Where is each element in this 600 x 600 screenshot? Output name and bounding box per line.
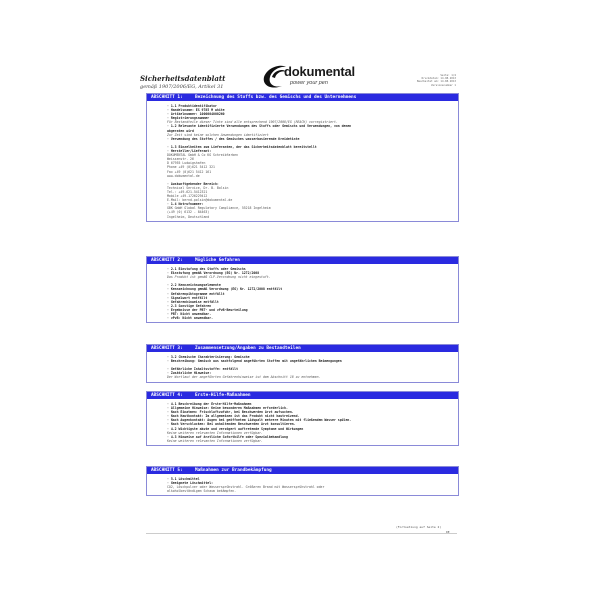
section-line: · Gefahrenhinweise entfällt (167, 299, 219, 304)
meta-line: Versionsnummer 1 (431, 83, 456, 87)
section-line: · 4.1 Beschreibung der Erste-Hilfe-Maßnahmen (167, 402, 252, 406)
document-meta (406, 74, 456, 87)
section-header (147, 345, 458, 352)
section-label: ABSCHNITT 5: (151, 468, 183, 473)
section-line: · 5.1 Löschmittel (167, 477, 200, 481)
section-line: · Auskunftgebender Bereich: (167, 181, 219, 186)
section-line: CO2, Löschpulver oder Wassersprühstrahl. Größeren Brand mit Wassersprühstrahl oder (167, 485, 325, 490)
section-line: Keine weiteren relevanten Informationen verfügbar. (167, 430, 263, 435)
section-line: · Verwendung des Stoffes / des Gemisches wasserbasierende Kreidetinte (167, 136, 300, 141)
section-line: E-Mail: bernd.polsin@dokumental.de (167, 198, 233, 203)
section-line: · Signalwort entfällt (167, 295, 208, 300)
section-line: · 2.1 Einstufung des Stoffs oder Gemischs (167, 267, 246, 271)
section-label: ABSCHNITT 2: (151, 258, 183, 263)
section-line: · Geeignete Löschmittel: (167, 481, 214, 486)
section-label: ABSCHNITT 1: (151, 95, 183, 100)
meta-line: Bearbeitet am: 14.08.2013 (416, 80, 456, 84)
section-5 (146, 466, 459, 496)
section-line: Weissenstr. 26 (167, 157, 194, 162)
section-title: Erste-Hilfe-Maßnahmen (195, 393, 251, 398)
section-line: · vPvB: Nicht anwendbar. (167, 316, 214, 321)
section-line: · 1.4 Notrufnummer: (167, 202, 204, 207)
section-header (147, 257, 458, 264)
section-line: (+49 (0) 6132 - 84463) (167, 210, 210, 215)
section-line: GBK GmbH Global Regulatory Compliance, 55218 Ingelheim (167, 206, 271, 211)
section-line: · Nach Augenkontakt: Augen bei geöffnetem Lidspalt mehrere Minuten mit fließendem Wasser spülen. (167, 418, 352, 423)
section-line: Technical Service, Dr. B. Bolsin (167, 185, 229, 190)
section-line: · 2.2 Kennzeichnungselemente (167, 283, 221, 288)
section-line: DOKUMENTAL GmbH & Co KG Schreibfarben (167, 153, 239, 158)
section-line: Ingelheim, Deutschland (167, 214, 210, 219)
section-line: · 4.3 Hinweise auf ärztliche Soforthilfe oder Spezialbehandlung (167, 434, 288, 439)
section-line: · 1.2 Relevante identifizierte Verwendungen des Stoffs oder Gemischs und Verwendungen, von denen (167, 124, 352, 129)
section-4 (146, 391, 459, 446)
section-1 (146, 93, 459, 222)
section-line: Zur Zeit sind keine solchen Anwendungen identifiziert (167, 132, 269, 137)
document-subtitle: gemäß 1907/2006/EG, Artikel 31 (140, 84, 224, 90)
section-line: alkoholbeständigem Schaum bekämpfen. (167, 489, 237, 494)
section-line: · 1.3 Einzelheiten zum Lieferanten, der das Sicherheitsdatenblatt bereitstellt (167, 144, 317, 149)
section-line: abgeraten wird (167, 128, 194, 133)
section-line: · Registrierungsnummer (167, 116, 210, 121)
section-line: · Gefährliche Inhaltsstoffe: entfällt (167, 367, 239, 372)
section-line: · Einstufung gemäß Verordnung (EG) Nr. 1272/2008 (167, 271, 260, 276)
section-header (147, 467, 458, 474)
section-title: Bezeichnung des Stoffs bzw. des Gemischs und des Unternehmens (195, 95, 357, 100)
section-line: · Nach Verschlucken: Bei anhaltenden Beschwerden Arzt konsultieren. (167, 422, 296, 427)
section-line: Keine weiteren relevanten Informationen verfügbar. (167, 438, 263, 443)
footer-divider (146, 533, 457, 534)
section-title: Mögliche Gefahren (195, 258, 240, 263)
section-line: · Ergebnisse der PBT- und vPvB-Beurteilung (167, 307, 248, 312)
section-label: ABSCHNITT 3: (151, 346, 183, 351)
section-line: · Kennzeichnung gemäß Verordnung (EG) Nr. 1272/2008 entfällt (167, 287, 283, 292)
section-label: ABSCHNITT 4: (151, 393, 183, 398)
section-title: Maßnahmen zur Brandbekämpfung (195, 468, 272, 473)
section-line: · Gefahrenpiktogramme entfällt (167, 291, 225, 296)
section-line: Phone +49 (0)621 5412 321 (167, 165, 215, 170)
section-line: D 67955 Ludwigshafen (167, 161, 206, 166)
section-line: · 4.2 Wichtigste akute und verzögert auftretende Symptome und Wirkungen (167, 426, 304, 431)
section-body (147, 474, 458, 495)
section-line: · Zusätzliche Hinweise: (167, 371, 212, 376)
logo-wordmark: dokumental (284, 64, 355, 79)
section-2 (146, 256, 459, 323)
section-line: · Beschreibung: Gemisch aus nachfolgend angeführten Stoffen mit ungefährlichen Beimengungen (167, 359, 342, 364)
footer-page-ref: DE (446, 530, 450, 534)
section-line: · Hersteller/Lieferant: (167, 149, 212, 154)
section-line: Das Produkt ist gemäß CLP-Verordnung nicht eingestuft. (167, 275, 271, 280)
continued-note: (Fortsetzung auf Seite 2) (396, 525, 442, 529)
section-line: Mobile +49-1726229412 (167, 194, 208, 199)
section-3 (146, 344, 459, 383)
section-body (147, 101, 458, 221)
section-line: · 2.3 Sonstige Gefahren (167, 303, 212, 308)
section-body (147, 264, 458, 322)
logo-tagline: power your pen (290, 80, 328, 86)
section-body (147, 399, 458, 445)
section-line: · 3.2 Chemische Charakterisierung: Gemische (167, 355, 250, 359)
section-body (147, 352, 458, 382)
section-header (147, 392, 458, 399)
section-line: · PBT: Nicht anwendbar. (167, 312, 212, 317)
meta-line: Seite: 1/4 (440, 74, 456, 77)
document-title: Sicherheitsdatenblatt (140, 74, 226, 83)
section-line: Fax +49 (0)621 5412 161 (167, 169, 212, 174)
section-line: · 1.1 Produktidentifikator (167, 104, 217, 108)
section-line: · Allgemeine Hinweise: Keine besonderen Maßnahmen erforderlich. (167, 406, 288, 411)
section-line: www.dokumental.de (167, 173, 200, 178)
section-line: · Artikelnummer: 1000004000260 (167, 112, 225, 117)
section-line: Der Wortlaut der angeführten Gefahrenhinweise ist dem Abschnitt 16 zu entnehmen. (167, 375, 321, 380)
section-line: · Handelsname: ES 9785 M white (167, 108, 225, 113)
section-header (147, 94, 458, 101)
section-line: Tel.: +49-621-5412321 (167, 189, 208, 194)
section-line: Für Bestandteile dieser Tinte sind alle entsprechend 1907/2006/EG (REACH) vorregistriert. (167, 120, 338, 125)
meta-line: Druckdatum: 14.08.2013 (421, 77, 456, 81)
section-line: · Nach Hautkontakt: Im allgemeinen ist das Produkt nicht hautreizend. (167, 414, 300, 419)
section-line: · Nach Einatmen: Frischluftzufuhr, bei Beschwerden Arzt aufsuchen. (167, 410, 294, 415)
section-title: Zusammensetzung/Angaben zu Bestandteilen (195, 346, 301, 351)
